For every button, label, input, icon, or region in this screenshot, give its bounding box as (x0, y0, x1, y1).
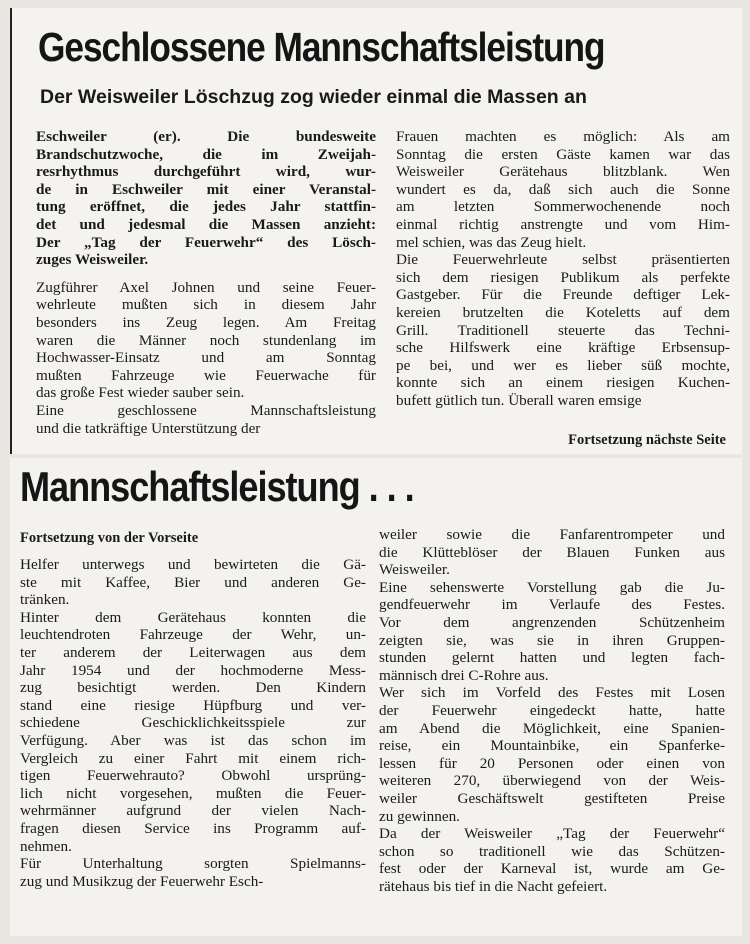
text-line: zu gewinnen. (379, 807, 460, 825)
text-line: Wer sich im Vorfeld des Festes mit Losen (379, 684, 725, 702)
body-paragraph (36, 279, 376, 437)
text-line: sich dem riesigen Publikum als perfekte (396, 268, 730, 286)
text-line: wundert es da, daß sich auch die Sonne (396, 180, 730, 198)
text-line: det und jedesmal die Massen anzieht: (36, 215, 376, 233)
continuation-note: Fortsetzung nächste Seite (568, 432, 726, 448)
text-line: Eschweiler (er). Die bundesweite (36, 128, 376, 145)
text-line: lich nicht vorgesehen, mußten die Feuer- (20, 784, 366, 802)
text-line: Eine geschlossene Mannschaftsleistung (36, 401, 376, 419)
text-line: am Abend die Möglichkeit, eine Spanien- (379, 719, 725, 737)
text-line: stunden gelernt hatten und legten fach- (379, 649, 725, 667)
text-line: männisch drei C-Rohre aus. (379, 666, 549, 684)
text-line: kereien brutzelten die Koteletts auf dem (396, 303, 730, 321)
text-line: Weisweiler Gerätehaus blitzblank. Wen (396, 163, 730, 181)
text-line: fest oder der Karneval ist, wurde am Ge- (379, 860, 725, 878)
continued-from-note: Fortsetzung von der Vorseite (20, 530, 199, 546)
text-line: weiler sowie die Fanfarentrompeter und (379, 526, 725, 543)
text-line: tigen Feuerwehrauto? Obwohl ursprüng- (20, 767, 366, 785)
article-column-2 (396, 128, 730, 410)
text-line: und die tatkräftige Unterstützung der (36, 419, 261, 437)
lead-paragraph (36, 128, 376, 269)
text-line: reise, ein Mountainbike, ein Spanferke- (379, 737, 725, 755)
text-line: zug besichtigt werden. Den Kindern (20, 679, 366, 697)
text-line: mel schien, was das Zeug hielt. (396, 233, 587, 251)
text-line: Frauen machten es möglich: Als am (396, 128, 730, 145)
text-line: Zugführer Axel Johnen und seine Feuer- (36, 278, 376, 296)
text-line: Eine sehenswerte Vorstellung gab die Ju- (379, 578, 725, 596)
text-line: tung eröffnet, die jedes Jahr stattfin- (36, 198, 376, 216)
text-line: sche Hilfswerk eine kräftige Erbsensup- (396, 339, 730, 357)
text-line: Sonntag die ersten Gäste kamen war das (396, 145, 730, 163)
text-line: einmal richtig anstrengte und vom Him- (396, 215, 730, 233)
text-line: am letzten Sommerwochenende noch (396, 198, 730, 216)
headline: Geschlossene Mannschaftsleistung (38, 24, 605, 70)
text-line: konnte sich an einem riesigen Kuchen- (396, 374, 730, 392)
text-line: resrhythmus durchgeführt wird, wur- (36, 163, 376, 181)
text-line: Grill. Traditionell steuerte das Techni- (396, 321, 730, 339)
text-line: de in Eschweiler mit einer Veranstal- (36, 180, 376, 198)
text-line: Jahr 1954 und der hochmoderne Mess- (20, 661, 366, 679)
article-clipping (10, 8, 742, 454)
continued-article-clipping (10, 458, 742, 936)
text-line: Da der Weisweiler „Tag der Feuerwehr“ (379, 825, 725, 843)
text-line: zug und Musikzug der Feuerwehr Esch- (20, 872, 264, 890)
text-line: die Klütteblöser der Blauen Funken aus (379, 543, 725, 561)
text-line: nehmen. (20, 837, 72, 855)
article-column-1 (36, 128, 376, 437)
text-line: Brandschutzwoche, die im Zweijah- (36, 145, 376, 163)
text-line: Hochwasser-Einsatz und am Sonntag (36, 349, 376, 367)
text-line: Gastgeber. Für die Freunde deftiger Lek- (396, 286, 730, 304)
subheadline: Der Weisweiler Löschzug zog wieder einmal die Massen an (40, 86, 587, 108)
text-line: schon so traditionell wie das Schützen- (379, 842, 725, 860)
text-line: stand eine riesige Hüpfburg und ver- (20, 696, 366, 714)
text-line: Helfer unterwegs und bewirteten die Gä- (20, 556, 366, 573)
continued-column-2 (379, 526, 725, 895)
text-line: besonders ins Zeug legen. Am Freitag (36, 313, 376, 331)
text-line: Die Feuerwehrleute selbst präsentierten (396, 251, 730, 269)
text-line: Der „Tag der Feuerwehr“ des Lösch- (36, 233, 376, 251)
text-line: das große Fest wieder sauber sein. (36, 384, 245, 402)
text-line: wehrleute mußten sich in diesem Jahr (36, 296, 376, 314)
text-line: rätehaus bis tief in die Nacht gefeiert. (379, 877, 608, 895)
text-line: Vor dem angrenzenden Schützenheim (379, 613, 725, 631)
text-line: Für Unterhaltung sorgten Spielmanns- (20, 855, 366, 873)
text-line: wehrmänner aufgrund der vielen Nach- (20, 802, 366, 820)
continued-headline: Mannschaftsleistung . . . (20, 463, 414, 510)
text-line: weiteren 270, überwiegend von der Weis- (379, 772, 725, 790)
text-line: waren die Männer noch stundenlang im (36, 331, 376, 349)
text-line: Hinter dem Gerätehaus konnten die (20, 608, 366, 626)
text-line: Vergleich zu einer Fahrt mit einem rich- (20, 749, 366, 767)
text-line: Verfügung. Aber was ist das schon im (20, 731, 366, 749)
text-line: fragen diesen Service ins Programm auf- (20, 819, 366, 837)
text-line: gendfeuerwehr im Verlaufe des Festes. (379, 596, 725, 614)
text-line: lessen für 20 Personen oder einen von (379, 754, 725, 772)
text-line: zeigten sie, was sie in ihren Gruppen- (379, 631, 725, 649)
text-line: schiedene Geschicklichkeitsspiele zur (20, 714, 366, 732)
text-line: zuges Weisweiler. (36, 251, 149, 269)
text-line: der Feuerwehr eingedeckt hatte, hatte (379, 701, 725, 719)
text-line: leuchtendroten Fahrzeuge der Wehr, un- (20, 626, 366, 644)
continued-column-1 (20, 556, 366, 890)
text-line: Weisweiler. (379, 561, 450, 579)
text-line: tränken. (20, 591, 70, 609)
text-line: weiler Geschäftswelt gestifteten Preise (379, 789, 725, 807)
text-line: mußten Fahrzeuge wie Feuerwache für (36, 366, 376, 384)
text-line: ste mit Kaffee, Bier und anderen Ge- (20, 573, 366, 591)
text-line: pe bei, und wer es lieber süß mochte, (396, 356, 730, 374)
text-line: bufett gütlich tun. Überall waren emsige (396, 391, 642, 409)
text-line: ter anderem der Leiterwagen aus dem (20, 643, 366, 661)
